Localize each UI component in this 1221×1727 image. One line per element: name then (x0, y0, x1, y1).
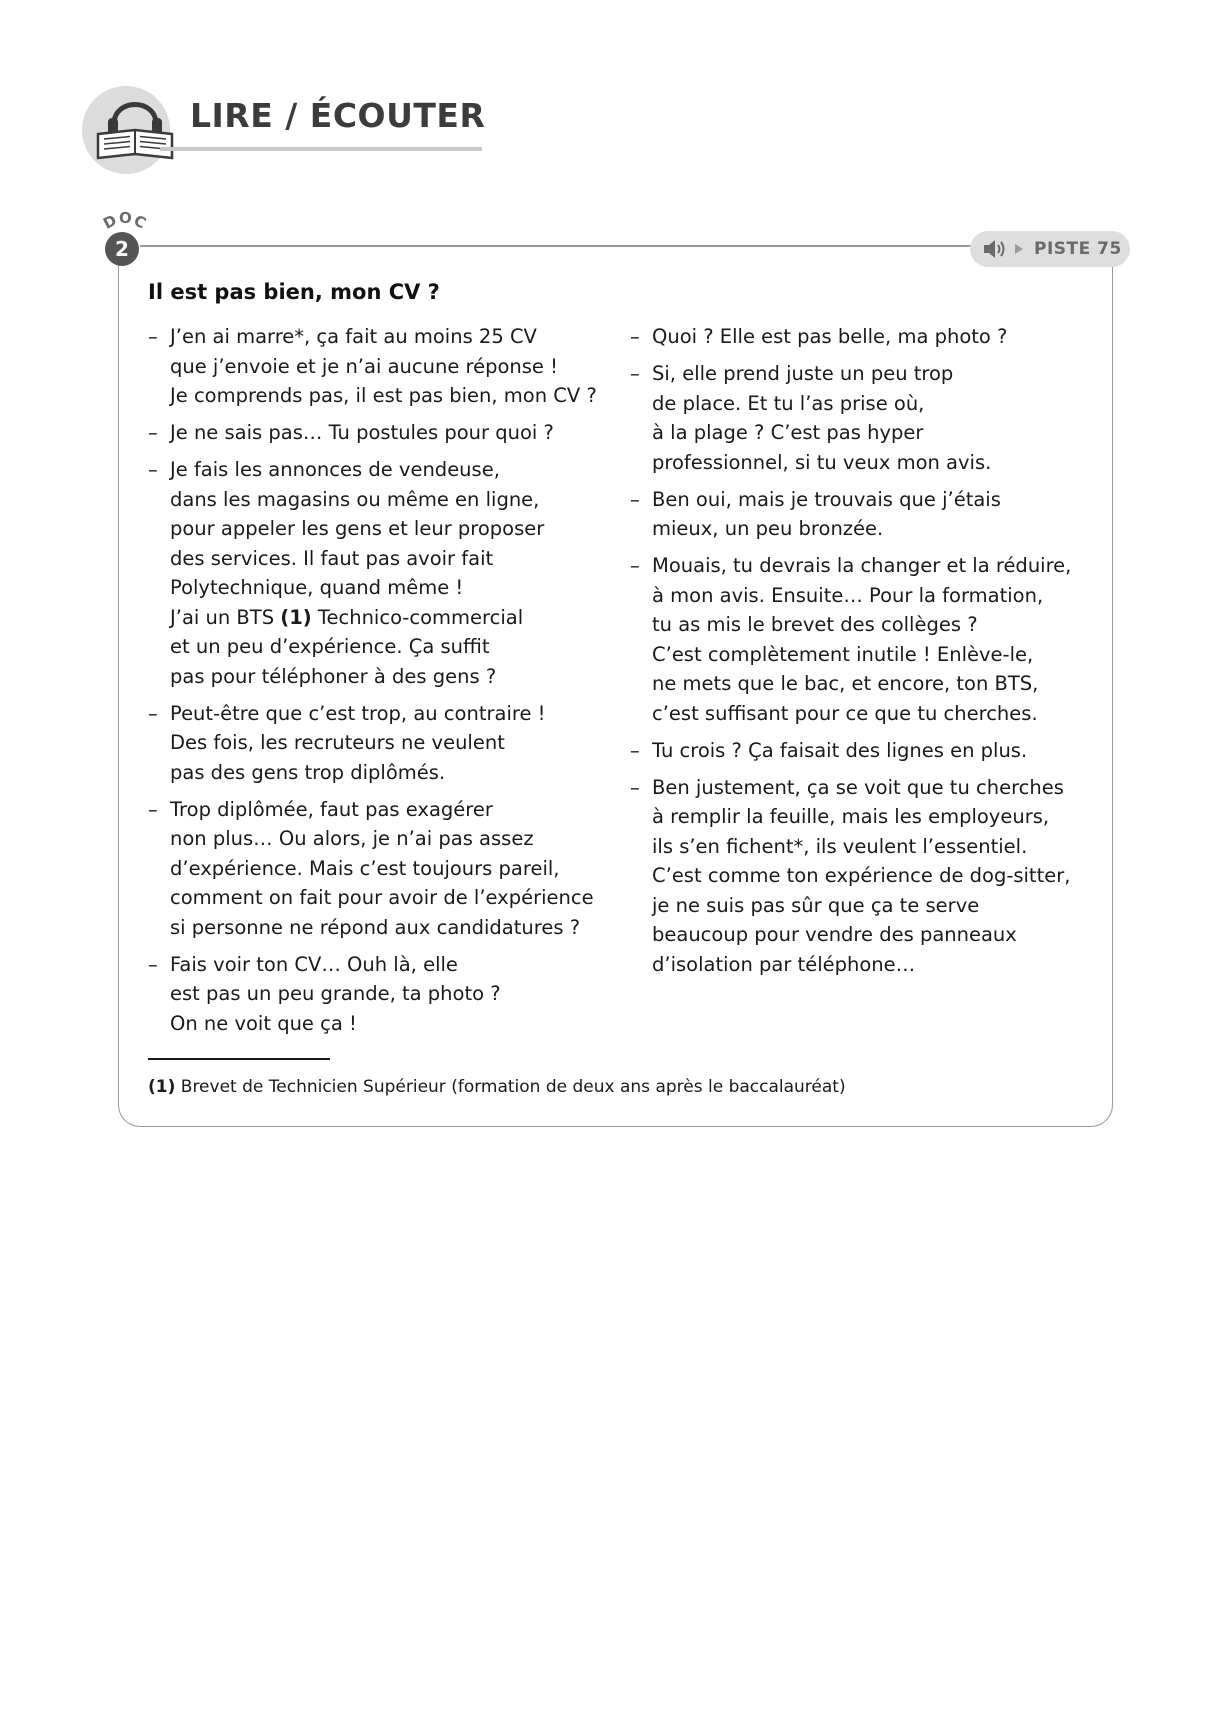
dialogue-text-line: d’isolation par téléphone… (652, 952, 916, 976)
dialogue-line (148, 455, 618, 691)
dialogue-text-line: Peut-être que c’est trop, au contraire ! (170, 701, 546, 725)
dialogue-column-left (148, 322, 618, 1046)
dialogue-text-line: C’est comme ton expérience de dog-sitter, (652, 864, 1071, 887)
dialogue-text-line: à la plage ? C’est pas hyper (652, 421, 924, 444)
svg-text:DOC: DOC (100, 211, 150, 233)
dialogue-text-line: J’ai un BTS (1) Technico-commercial (170, 605, 524, 629)
dialogue-dash: – (630, 775, 640, 799)
dialogue-text-line: Trop diplômée, faut pas exagérer (170, 797, 493, 821)
dialogue-text-line: je ne suis pas sûr que ça te serve (652, 893, 980, 917)
dialogue-text-line: Quoi ? Elle est pas belle, ma photo ? (652, 325, 1008, 348)
dialogue-line (148, 795, 618, 943)
doc-number-badge: 2 (105, 232, 139, 266)
dialogue-dash: – (630, 738, 640, 762)
dialogue-text-line: J’en ai marre*, ça fait au moins 25 CV (170, 325, 537, 348)
dialogue-text-line: pour appeler les gens et leur proposer (170, 517, 545, 540)
dialogue-text-line: dans les magasins ou même en ligne, (170, 487, 540, 511)
dialogue-text-line: comment on fait pour avoir de l’expérience (170, 886, 594, 909)
dialogue-text-line: et un peu d’expérience. Ça suffit (170, 635, 490, 658)
dialogue-text-line: tu as mis le brevet des collèges ? (652, 613, 978, 636)
dialogue-text-line: Mouais, tu devrais la changer et la réduire, (652, 554, 1072, 577)
section-title-underline (160, 147, 482, 151)
dialogue-dash: – (630, 487, 640, 511)
dialogue-text-line: Je ne sais pas… Tu postules pour quoi ? (170, 421, 554, 444)
dialogue-dash: – (148, 458, 158, 481)
dialogue-line (630, 359, 1100, 477)
dialogue-line (630, 551, 1100, 728)
dialogue-dash: – (148, 797, 158, 821)
dialogue-text-line: pas pour téléphoner à des gens ? (170, 664, 497, 688)
dialogue-line (148, 418, 618, 448)
dialogue-text-line: ils s’en fichent*, ils veulent l’essentiel. (652, 834, 1028, 858)
dialogue-text-line: ne mets que le bac, et encore, ton BTS, (652, 672, 1039, 695)
dialogue-line (630, 485, 1100, 544)
speaker-icon (982, 238, 1008, 260)
footnote (148, 1077, 846, 1097)
dialogue-text-line: Je comprends pas, il est pas bien, mon CV ? (170, 384, 597, 407)
dialogue-text-line: Si, elle prend juste un peu trop (652, 362, 954, 385)
dialogue-dash: – (630, 325, 640, 348)
dialogue-dash: – (630, 554, 640, 577)
footnote-text: Brevet de Technicien Supérieur (formation de deux ans après le baccalauréat) (180, 1077, 846, 1097)
dialogue-dash: – (148, 952, 158, 976)
dialogue-text-line: des services. Il faut pas avoir fait (170, 546, 494, 570)
dialogue-text-line: Fais voir ton CV… Ouh là, elle (170, 952, 458, 976)
dialogue-line (630, 322, 1100, 352)
dialogue-text-line: Je fais les annonces de vendeuse, (170, 458, 500, 481)
dialogue-text-line: c’est suffisant pour ce que tu cherches. (652, 701, 1038, 725)
dialogue-text-line: à remplir la feuille, mais les employeurs, (652, 805, 1050, 828)
dialogue-text-line: de place. Et tu l’as prise où, (652, 391, 925, 415)
dialogue-text-line: est pas un peu grande, ta photo ? (170, 982, 501, 1005)
dialogue-text-line: à mon avis. Ensuite… Pour la formation, (652, 583, 1044, 607)
dialogue-line (630, 773, 1100, 980)
dialogue-text-line: Polytechnique, quand même ! (170, 576, 464, 599)
audio-track-button[interactable] (970, 231, 1130, 267)
dialogue-column-right (630, 322, 1100, 987)
doc-title: Il est pas bien, mon CV ? (148, 280, 440, 304)
dialogue-text-line: Des fois, les recruteurs ne veulent (170, 731, 505, 754)
dialogue-dash: – (148, 421, 158, 444)
footnote-reference: (1) (280, 605, 312, 629)
dialogue-text-line: pas des gens trop diplômés. (170, 760, 446, 784)
dialogue-text-line: On ne voit que ça ! (170, 1011, 357, 1035)
dialogue-text-line: C’est complètement inutile ! Enlève-le, (652, 642, 1034, 666)
dialogue-text-line: Tu crois ? Ça faisait des lignes en plus. (652, 738, 1028, 762)
dialogue-text-line: Ben justement, ça se voit que tu cherches (652, 775, 1064, 799)
dialogue-text-line: si personne ne répond aux candidatures ? (170, 915, 581, 939)
dialogue-line (148, 699, 618, 788)
section-title: LIRE / ÉCOUTER (190, 96, 486, 135)
dialogue-text-line: professionnel, si tu veux mon avis. (652, 450, 992, 474)
dialogue-text-line: d’expérience. Mais c’est toujours pareil, (170, 856, 560, 880)
track-label: PISTE 75 (1034, 239, 1122, 259)
dialogue-dash: – (148, 325, 158, 348)
footnote-rule (148, 1058, 330, 1060)
dialogue-dash: – (148, 701, 158, 725)
play-icon (1014, 243, 1024, 255)
dialogue-text-line: beaucoup pour vendre des panneaux (652, 923, 1017, 946)
dialogue-text-line: que j’envoie et je n’ai aucune réponse ! (170, 354, 558, 378)
dialogue-line (630, 736, 1100, 766)
dialogue-line (148, 322, 618, 411)
book-headphones-icon (92, 78, 178, 164)
dialogue-text-line: non plus… Ou alors, je n’ai pas assez (170, 827, 534, 850)
dialogue-dash: – (630, 362, 640, 385)
dialogue-text-line: mieux, un peu bronzée. (652, 517, 884, 540)
dialogue-line (148, 950, 618, 1039)
dialogue-text-line: Ben oui, mais je trouvais que j’étais (652, 487, 1001, 511)
footnote-marker: (1) (148, 1077, 176, 1097)
